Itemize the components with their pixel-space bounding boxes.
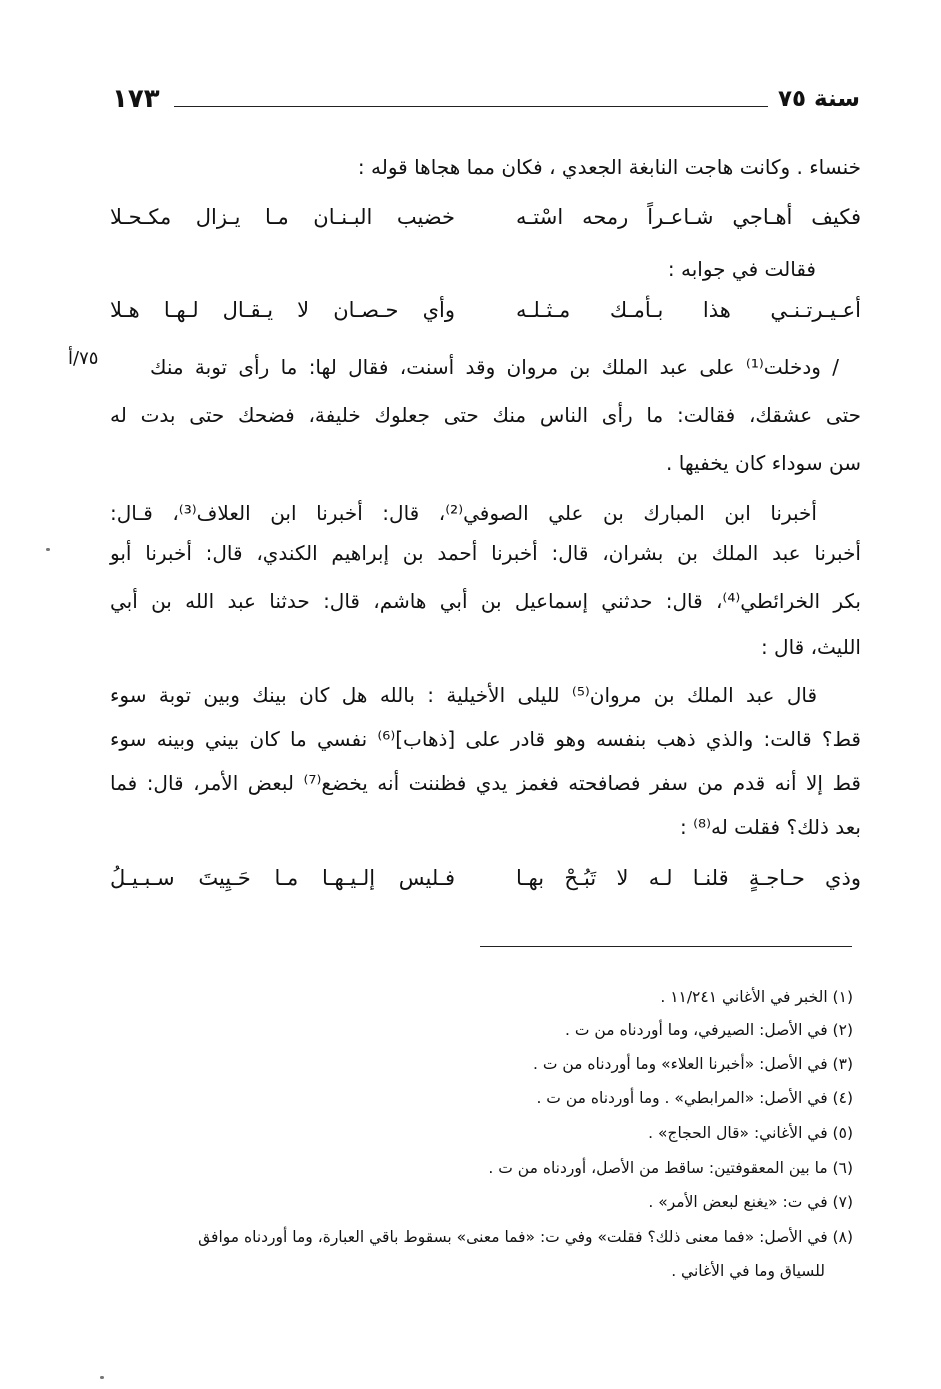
verse-second-hemistich: وأي حـصـان لا يـقـال لـهـا هـلا bbox=[110, 298, 455, 322]
paragraph-line: قط إلا أنه قدم من سفر فصافحته فغمز يدي فظننت أنه يخضع⁽⁷⁾ لبعض الأمر، قال: فما bbox=[110, 771, 861, 795]
footnote-separator bbox=[480, 946, 852, 947]
paragraph-line: أخبرنا ابن المبارك بن علي الصوفي⁽²⁾، قال: أخبرنا ابن العلاف⁽³⁾، قـال: bbox=[110, 501, 817, 525]
paragraph-line: / ودخلت⁽¹⁾ على عبد الملك بن مروان وقد أسنت، فقال لها: ما رأى توبة منك bbox=[150, 355, 839, 379]
footnote-continuation: للسياق وما في الأغاني . bbox=[671, 1262, 825, 1280]
verse-second-hemistich: خضيب البـنـان مـا يـزال مكـحـلا bbox=[110, 205, 455, 229]
year-label: سنة ٧٥ bbox=[777, 86, 860, 112]
verse-first-hemistich: أعـيـرتـنـي هذا بـأمـك مـثـلـه bbox=[516, 298, 861, 322]
text-line: خنساء . وكانت هاجت النابغة الجعدي ، فكان مما هجاها قوله : bbox=[357, 155, 861, 179]
footnote: (٦) ما بين المعقوفتين: ساقط من الأصل، أوردناه من ت . bbox=[488, 1159, 853, 1177]
scan-speck bbox=[46, 548, 50, 551]
paragraph-line: الليث، قال : bbox=[760, 635, 861, 659]
running-header bbox=[112, 86, 860, 126]
verse-first-hemistich: وذي حـاجـةٍ قلنـا لـه لا تَبُـحْ بهـا bbox=[516, 866, 861, 890]
paragraph-line: بكر الخرائطي⁽⁴⁾، قال: حدثني إسماعيل بن أبي هاشم، قال: حدثنا عبد الله بن أبي bbox=[110, 589, 861, 613]
footnote: (٧) في ت: «يغنع لبعض الأمر» . bbox=[648, 1193, 853, 1211]
page-number: ١٧٣ bbox=[112, 84, 160, 114]
paragraph-line: سن سوداء كان يخفيها . bbox=[666, 451, 861, 475]
footnote: (٨) في الأصل: «فما معنى ذلك؟ فقلت» وفي ت: «فما معنى» بسقوط باقي العبارة، وما أوردناه موافق bbox=[198, 1228, 853, 1246]
paragraph-line: بعد ذلك؟ فقلت له⁽⁸⁾ : bbox=[680, 815, 861, 839]
text-line: فقالت في جوابه : bbox=[667, 257, 816, 281]
footnote: (٣) في الأصل: «أخبرنا العلاء» وما أوردناه من ت . bbox=[532, 1055, 853, 1073]
paragraph-line: قال عبد الملك بن مروان⁽⁵⁾ لليلى الأخيلية : بالله هل كان بينك وبين توبة سوء bbox=[110, 683, 818, 707]
verse-first-hemistich: فكيف أهـاجي شـاعـراً رمحه اسْتـه bbox=[516, 205, 861, 229]
paragraph-line: أخبرنا عبد الملك بن بشران، قال: أخبرنا أحمد بن إبراهيم الكندي، قال: أخبرنا أبو bbox=[110, 541, 861, 565]
scan-speck bbox=[100, 1376, 104, 1379]
paragraph-line: قط؟ قالت: والذي ذهب بنفسه وهو قادر على [ذهاب]⁽⁶⁾ نفسي ما كان بيني وبينه سوء bbox=[110, 727, 861, 751]
footnote: (٢) في الأصل: الصيرفي، وما أوردناه من ت . bbox=[565, 1021, 853, 1039]
verse-3 bbox=[110, 866, 861, 900]
verse-1 bbox=[110, 205, 861, 239]
footnote: (٥) في الأغاني: «قال الحجاج» . bbox=[648, 1124, 853, 1142]
verse-second-hemistich: فـليس إلـيـهـا مـا حَـيِيتَ سـبـيـلُ bbox=[110, 866, 455, 890]
footnote: (٤) في الأصل: «المرابطي» . وما أوردناه من ت . bbox=[536, 1089, 853, 1107]
verse-2 bbox=[110, 298, 861, 332]
footnote: (١) الخبر في الأغاني ١١/٢٤١ . bbox=[660, 988, 853, 1006]
header-rule bbox=[174, 106, 768, 107]
margin-folio-note: ٧٥/أ bbox=[68, 348, 99, 369]
paragraph-line: حتى عشقك، فقالت: ما رأى الناس منك حتى جعلوك خليفة، فضحك حتى بدت له bbox=[110, 403, 861, 427]
